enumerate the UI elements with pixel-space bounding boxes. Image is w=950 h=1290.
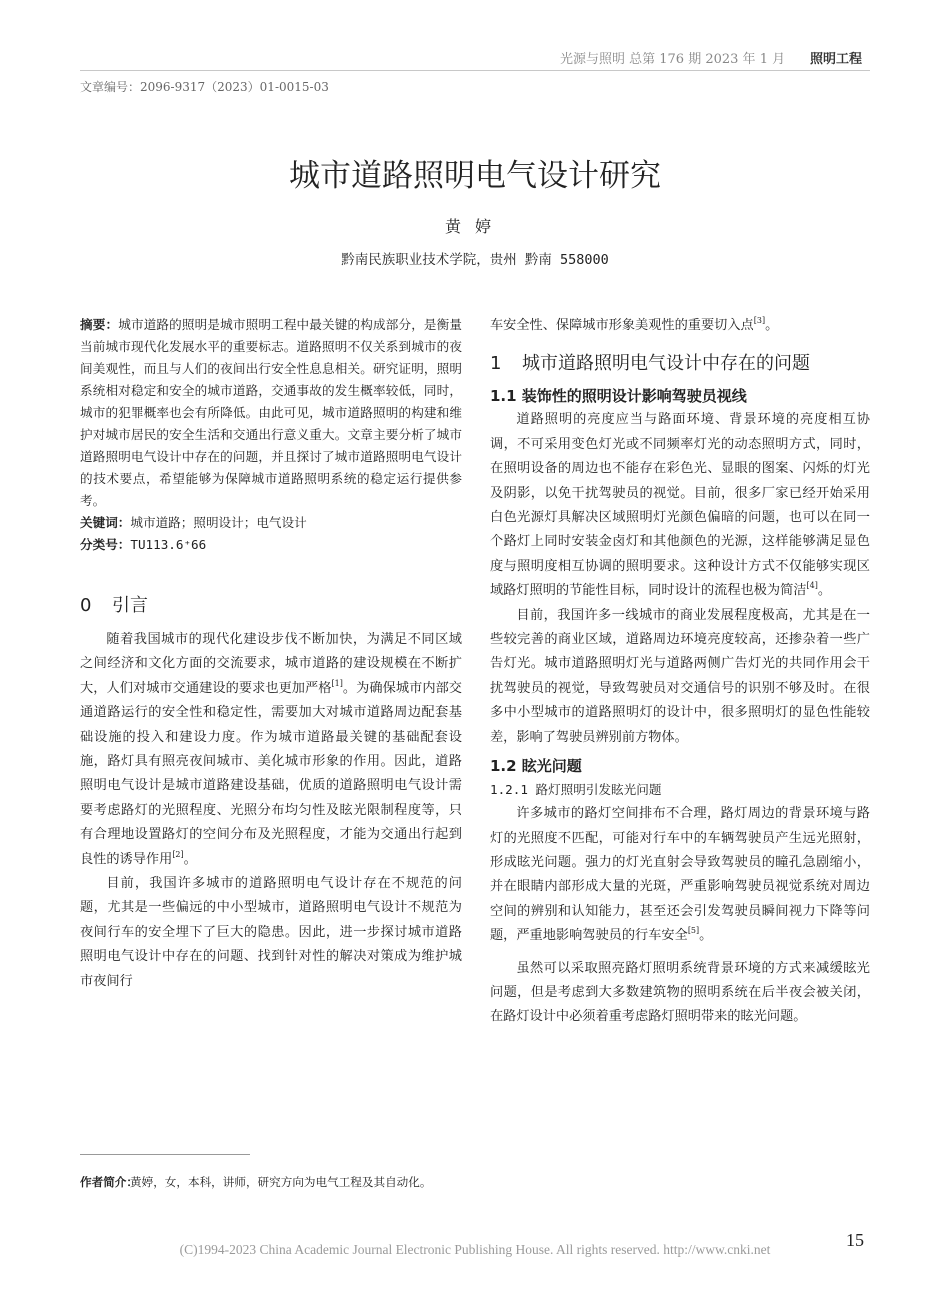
classification-text: TU113.6⁺66 <box>130 537 207 552</box>
section-1-title: 城市道路照明电气设计中存在的问题 <box>522 353 810 375</box>
intro-paragraph-1-end: 。 <box>183 851 197 867</box>
subsection-1-2-heading: 1.2 眩光问题 <box>490 757 582 776</box>
left-column <box>80 314 462 994</box>
subsection-1-1-p1-end: 。 <box>817 583 832 599</box>
subsection-1-1-paragraph-1 <box>490 408 870 603</box>
intro-paragraph-1-text: 随着我国城市的现代化建设步伐不断加快，为满足不同区域之间经济和文化方面的交流要求，城市道路的建设规模在不断扩大，人们对城市交通建设的要求也更加严格 <box>80 632 462 696</box>
classification-label: 分类号： <box>80 537 131 552</box>
intro-paragraph-2: 目前，我国许多城市的道路照明电气设计存在不规范的问题，尤其是一些偏远的中小型城市，道路照明电气设计不规范为夜间行车的安全埋下了巨大的隐患。因此，进一步探讨城市道路照明电气设计中存在的问题、找到针对性的解决对策成为维护城市夜间行 <box>80 876 462 989</box>
header-divider <box>80 70 870 71</box>
footnote-divider <box>80 1154 250 1155</box>
citation-ref[interactable]: [3] <box>753 316 766 325</box>
citation-ref[interactable]: [5] <box>687 926 700 936</box>
article-title: 城市道路照明电气设计研究 <box>289 158 661 194</box>
keywords-text: 城市道路；照明设计；电气设计 <box>130 515 307 530</box>
section-name: 照明工程 <box>810 52 863 67</box>
intro-paragraph-1-tail: 。为确保城市内部交通道路运行的安全性和稳定性，需要加大对城市道路周边配套基础设施的投入和建设力度。作为城市道路最关键的基础配套设施，路灯具有照亮夜间城市、美化城市形象的作用。因此，道路照明电气设计是城市道路建设基础，优质的道路照明电气设计需要考虑路灯的光照程度、光照分布均匀性及眩光限制程度等，只有合理地设置路灯的空间分布及光照程度，才能为交通出行起到良性的诱导作用 <box>80 680 462 867</box>
section-0-heading <box>80 594 462 618</box>
footnote-text: 黄婷，女，本科，讲师，研究方向为电气工程及其自动化。 <box>130 1175 432 1189</box>
author-name: 黄婷 <box>444 217 505 236</box>
section-0-title: 引言 <box>112 595 148 616</box>
subsection-1-2-p1-text: 许多城市的路灯空间排布不合理，路灯周边的背景环境与路灯的光照度不匹配，可能对行车中的车辆驾驶员产生远光照射，形成眩光问题。强力的灯光直射会导致驾驶员的瞳孔急剧缩小，并在眼睛内部形成大量的光斑，严重影响驾驶员视觉系统对周边空间的辨别和认知能力，甚至还会引发驾驶员瞬间视力下降等问题，严重地影响驾驶员的行车安全 <box>490 806 870 944</box>
subsection-1-2-paragraph-1 <box>490 802 870 948</box>
section-1-number: 1 <box>490 353 502 375</box>
subsection-1-1-paragraph-2: 目前，我国许多一线城市的商业发展程度极高，尤其是在一些较完善的商业区域，道路周边环境亮度较高，还掺杂着一些广告灯光。城市道路照明灯光与道路两侧广告灯光的共同作用会干扰驾驶员的视觉，导致驾驶员对交通信号的识别不够及时。在很多中小型城市的道路照明灯的设计中，很多照明灯的显色性能较差，影响了驾驶员辨别前方物体。 <box>490 607 870 745</box>
page-number: 15 <box>846 1230 864 1250</box>
abstract-label: 摘要： <box>80 317 119 332</box>
copyright-watermark: (C)1994-2023 China Academic Journal Electronic Publishing House. All rights reserved. http://www.cnki.net <box>179 1242 771 1257</box>
subsection-1-1-heading: 1.1 装饰性的照明设计影响驾驶员视线 <box>490 387 747 406</box>
author-affiliation: 黔南民族职业技术学院，贵州 黔南 558000 <box>341 252 609 268</box>
citation-ref[interactable]: [4] <box>806 581 818 591</box>
intro-paragraph-1 <box>80 628 462 872</box>
intro-paragraph-2-cont-text: 车安全性、保障城市形象美观性的重要切入点 <box>490 318 754 333</box>
author-footnote <box>80 1172 470 1192</box>
keywords-label: 关键词： <box>80 515 131 530</box>
subsection-1-2-paragraph-2: 虽然可以采取照亮路灯照明系统背景环境的方式来减缓眩光问题，但是考虑到大多数建筑物的照明系统在后半夜会被关闭，在路灯设计中必须着重考虑路灯照明带来的眩光问题。 <box>490 960 870 1025</box>
classification <box>80 534 462 556</box>
section-1-heading <box>490 352 870 376</box>
citation-ref[interactable]: [2] <box>172 849 184 859</box>
footnote-label: 作者简介： <box>80 1175 138 1189</box>
journal-info: 光源与照明 总第 176 期 2023 年 1 月 <box>560 52 786 67</box>
subsection-1-2-p1-end: 。 <box>699 928 713 944</box>
abstract <box>80 314 462 512</box>
section-0-number: 0 <box>80 595 92 616</box>
article-number: 文章编号：2096-9317（2023）01-0015-03 <box>80 80 329 94</box>
subsection-1-1-p1-text: 道路照明的亮度应当与路面环境、背景环境的亮度相互协调，不可采用变色灯光或不同频率灯光的动态照明方式，同时，在照明设备的周边也不能存在彩色光、显眼的图案、闪烁的灯光及阴影，以免干扰驾驶员的视觉。目前，很多厂家已经开始采用白色光源灯具解决区域照明灯光颜色偏暗的问题，也可以在同一个路灯上同时安装金卤灯和其他颜色的光源，这样能够满足显色度与照明度相互协调的照明要求。这种设计方式不仅能够实现区域路灯照明的节能性目标，同时设计的流程也极为简洁 <box>490 412 870 599</box>
abstract-text: 城市道路的照明是城市照明工程中最关键的构成部分，是衡量当前城市现代化发展水平的重要标志。道路照明不仅关系到城市的夜间美观性，而且与人们的夜间出行安全性息息相关。研究证明，照明系统相对稳定和安全的城市道路，交通事故的发生概率较低，同时，城市的犯罪概率也会有所降低。由此可见，城市道路照明的构建和维护对城市居民的安全生活和交通出行意义重大。文章主要分析了城市道路照明电气设计中存在的问题，并且探讨了城市道路照明电气设计的技术要点，希望能够为保障城市道路照明系统的稳定运行提供参考。 <box>80 317 463 508</box>
keywords <box>80 512 462 534</box>
subsection-1-2-1-heading: 1.2.1 路灯照明引发眩光问题 <box>490 782 662 798</box>
intro-paragraph-2-cont-end: 。 <box>765 318 779 333</box>
intro-paragraph-2-continued <box>490 314 870 338</box>
citation-ref[interactable]: [1] <box>331 678 343 688</box>
right-column <box>490 314 870 1030</box>
